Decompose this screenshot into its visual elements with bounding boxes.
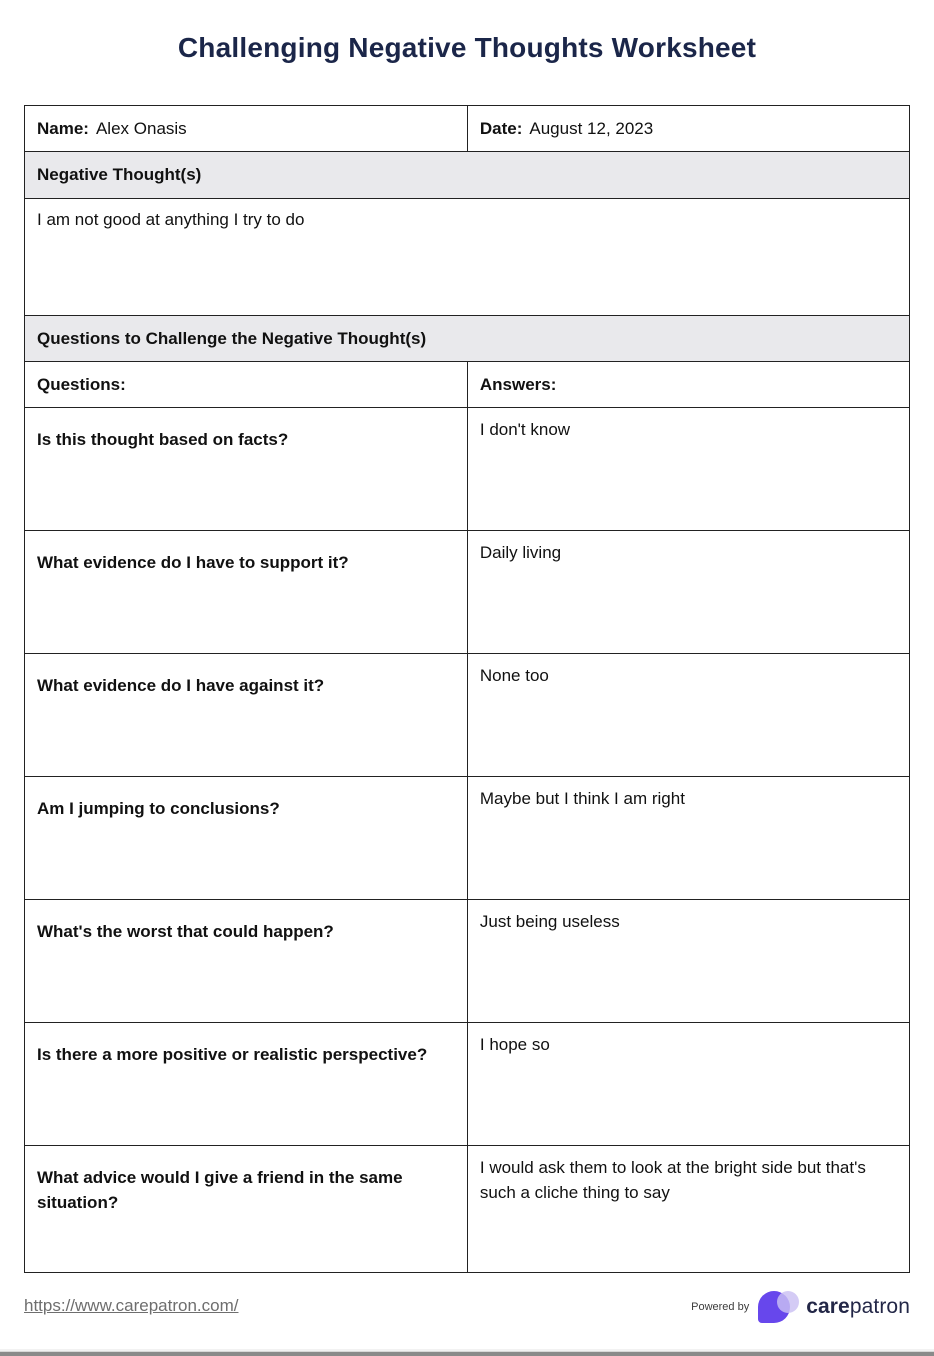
question-text: Is there a more positive or realistic perspective? — [25, 1023, 468, 1145]
powered-by-label: Powered by — [691, 1301, 750, 1313]
qa-row — [25, 900, 909, 1023]
date-label: Date: — [479, 118, 523, 138]
name-label: Name: — [37, 118, 89, 138]
name-field — [25, 106, 468, 151]
answer-text: Daily living — [479, 543, 562, 562]
date-field — [468, 106, 909, 151]
question-text: What evidence do I have to support it? — [25, 531, 468, 653]
answers-column-header: Answers: — [479, 374, 557, 394]
answer-text: I don't know — [479, 420, 571, 439]
name-date-row — [25, 106, 909, 152]
question-text: What evidence do I have against it? — [25, 654, 468, 776]
questions-column-header: Questions: — [25, 362, 468, 407]
page-bottom-bar — [0, 1349, 934, 1356]
question-text: Is this thought based on facts? — [25, 408, 468, 530]
qa-row — [25, 408, 909, 531]
questions-section-header: Questions to Challenge the Negative Thought(s) — [25, 316, 909, 362]
date-value: August 12, 2023 — [529, 118, 654, 138]
carepatron-logo-icon — [758, 1290, 800, 1324]
brand-patron: patron — [849, 1295, 910, 1318]
carepatron-wordmark — [806, 1295, 910, 1319]
answer-text: Maybe but I think I am right — [479, 789, 685, 808]
question-text: Am I jumping to conclusions? — [25, 777, 468, 899]
answer-text: I hope so — [479, 1035, 550, 1054]
logo-circle-shape — [777, 1291, 799, 1313]
answer-text: None too — [479, 666, 549, 685]
qa-row — [25, 777, 909, 900]
question-text: What advice would I give a friend in the same situation? — [25, 1146, 468, 1272]
qa-row — [25, 1146, 909, 1272]
negative-thought-section-header: Negative Thought(s) — [25, 152, 909, 199]
page-title: Challenging Negative Thoughts Worksheet — [177, 32, 757, 63]
answer-text: I would ask them to look at the bright side but that's such a cliche thing to say — [479, 1158, 866, 1202]
name-value: Alex Onasis — [95, 118, 187, 138]
negative-thought-value: I am not good at anything I try to do — [25, 199, 909, 316]
powered-by-badge — [691, 1290, 910, 1324]
answer-text: Just being useless — [479, 912, 620, 931]
worksheet-table — [24, 105, 910, 1273]
question-text: What's the worst that could happen? — [25, 900, 468, 1022]
columns-header-row — [25, 362, 909, 408]
brand-care: care — [806, 1295, 850, 1318]
qa-row — [25, 654, 909, 777]
carepatron-url-link[interactable]: https://www.carepatron.com/ — [24, 1296, 239, 1315]
qa-row — [25, 1023, 909, 1146]
qa-row — [25, 531, 909, 654]
